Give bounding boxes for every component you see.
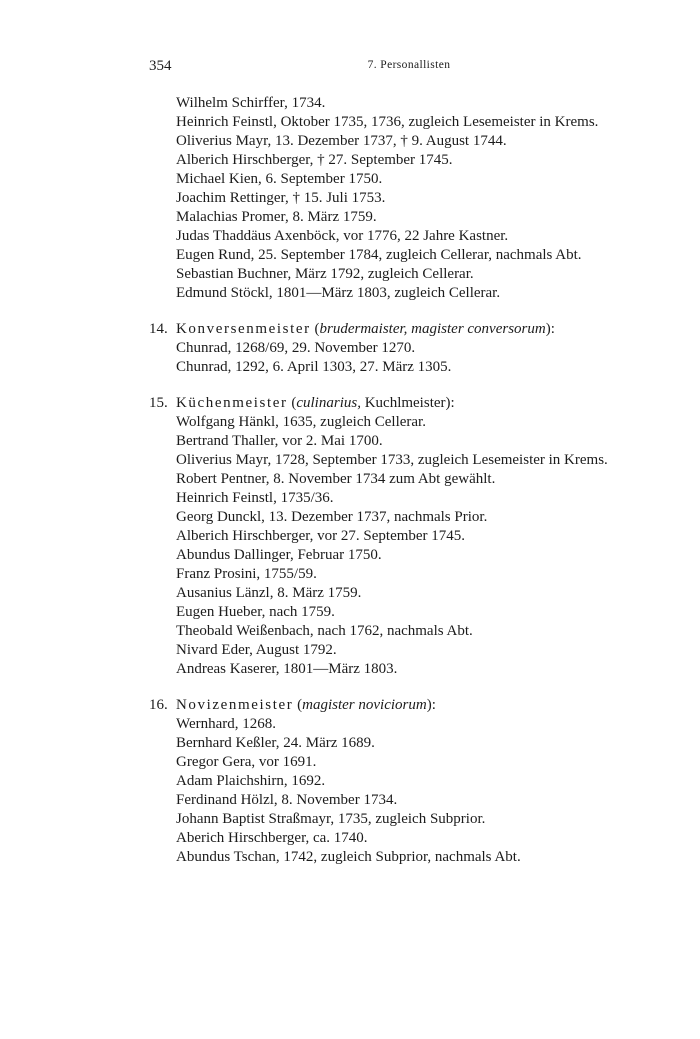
list-item: Bertrand Thaller, vor 2. Mai 1700. (176, 433, 383, 449)
running-head: 7. Personallisten (367, 59, 451, 71)
section-novizenmeister (149, 696, 669, 867)
list-item: Aberich Hirschberger, ca. 1740. (176, 830, 368, 846)
section-latin-term: magister noviciorum (302, 697, 427, 713)
list-item: Nivard Eder, August 1792. (176, 642, 337, 658)
entry-list (149, 715, 669, 867)
list-item: Oliverius Mayr, 1728, September 1733, zugleich Lesemeister in Krems. (176, 452, 608, 468)
list-item: Theobald Weißenbach, nach 1762, nachmals Abt. (176, 623, 473, 639)
list-item: Bernhard Keßler, 24. März 1689. (176, 735, 375, 751)
list-item: Edmund Stöckl, 1801—März 1803, zugleich Cellerar. (176, 285, 501, 301)
section-heading (149, 320, 669, 339)
list-item: Abundus Dallinger, Februar 1750. (176, 547, 382, 563)
section-kuechenmeister (149, 394, 669, 679)
section-number: 16. (149, 697, 168, 713)
list-item: Robert Pentner, 8. November 1734 zum Abt gewählt. (176, 471, 496, 487)
section-heading (149, 696, 669, 715)
list-item: Franz Prosini, 1755/59. (176, 566, 317, 582)
page-number: 354 (149, 58, 172, 74)
list-item: Michael Kien, 6. September 1750. (176, 171, 383, 187)
section-latin-term: brudermaister, magister conversorum (319, 321, 546, 337)
list-item: Johann Baptist Straßmayr, 1735, zugleich Subprior. (176, 811, 486, 827)
list-item: Eugen Hueber, nach 1759. (176, 604, 335, 620)
paren-close: ): (545, 321, 555, 337)
list-item: Joachim Rettinger, † 15. Juli 1753. (176, 190, 386, 206)
section-title: Novizenmeister (176, 697, 294, 713)
list-item: Wilhelm Schirffer, 1734. (176, 95, 326, 111)
page-content (149, 94, 669, 867)
paren-close: ): (445, 395, 455, 411)
list-item: Oliverius Mayr, 13. Dezember 1737, † 9. August 1744. (176, 133, 507, 149)
section-heading (149, 394, 669, 413)
list-item: Adam Plaichshirn, 1692. (176, 773, 326, 789)
section-konversenmeister (149, 320, 669, 377)
paren-open: ( (291, 395, 297, 411)
list-item: Judas Thaddäus Axenböck, vor 1776, 22 Jahre Kastner. (176, 228, 509, 244)
list-item: Wernhard, 1268. (176, 716, 277, 732)
list-item: Eugen Rund, 25. September 1784, zugleich Cellerar, nachmals Abt. (176, 247, 582, 263)
list-item: Alberich Hirschberger, † 27. September 1745. (176, 152, 453, 168)
list-item: Sebastian Buchner, März 1792, zugleich Cellerar. (176, 266, 474, 282)
paren-open: ( (297, 697, 303, 713)
page-header (149, 58, 669, 78)
section-title: Konversenmeister (176, 321, 311, 337)
list-item: Abundus Tschan, 1742, zugleich Subprior, nachmals Abt. (176, 849, 521, 865)
paren-close: ): (426, 697, 436, 713)
entry-list-intro (149, 94, 669, 303)
entry-list (149, 339, 669, 377)
list-item: Heinrich Feinstl, Oktober 1735, 1736, zugleich Lesemeister in Krems. (176, 114, 599, 130)
list-item: Wolfgang Hänkl, 1635, zugleich Cellerar. (176, 414, 426, 430)
list-item: Alberich Hirschberger, vor 27. September 1745. (176, 528, 466, 544)
section-german-term: Kuchlmeister (360, 395, 446, 411)
list-item: Georg Dunckl, 13. Dezember 1737, nachmals Prior. (176, 509, 488, 525)
section-number: 14. (149, 321, 168, 337)
entry-list (149, 413, 669, 679)
list-item: Gregor Gera, vor 1691. (176, 754, 317, 770)
list-item: Chunrad, 1292, 6. April 1303, 27. März 1305. (176, 359, 452, 375)
paren-open: ( (314, 321, 320, 337)
section-title: Küchenmeister (176, 395, 288, 411)
section-latin-term: culinarius, (296, 395, 361, 411)
list-item: Chunrad, 1268/69, 29. November 1270. (176, 340, 416, 356)
list-item: Ausanius Länzl, 8. März 1759. (176, 585, 362, 601)
section-number: 15. (149, 395, 168, 411)
list-item: Malachias Promer, 8. März 1759. (176, 209, 377, 225)
list-item: Heinrich Feinstl, 1735/36. (176, 490, 334, 506)
list-item: Andreas Kaserer, 1801—März 1803. (176, 661, 398, 677)
list-item: Ferdinand Hölzl, 8. November 1734. (176, 792, 398, 808)
